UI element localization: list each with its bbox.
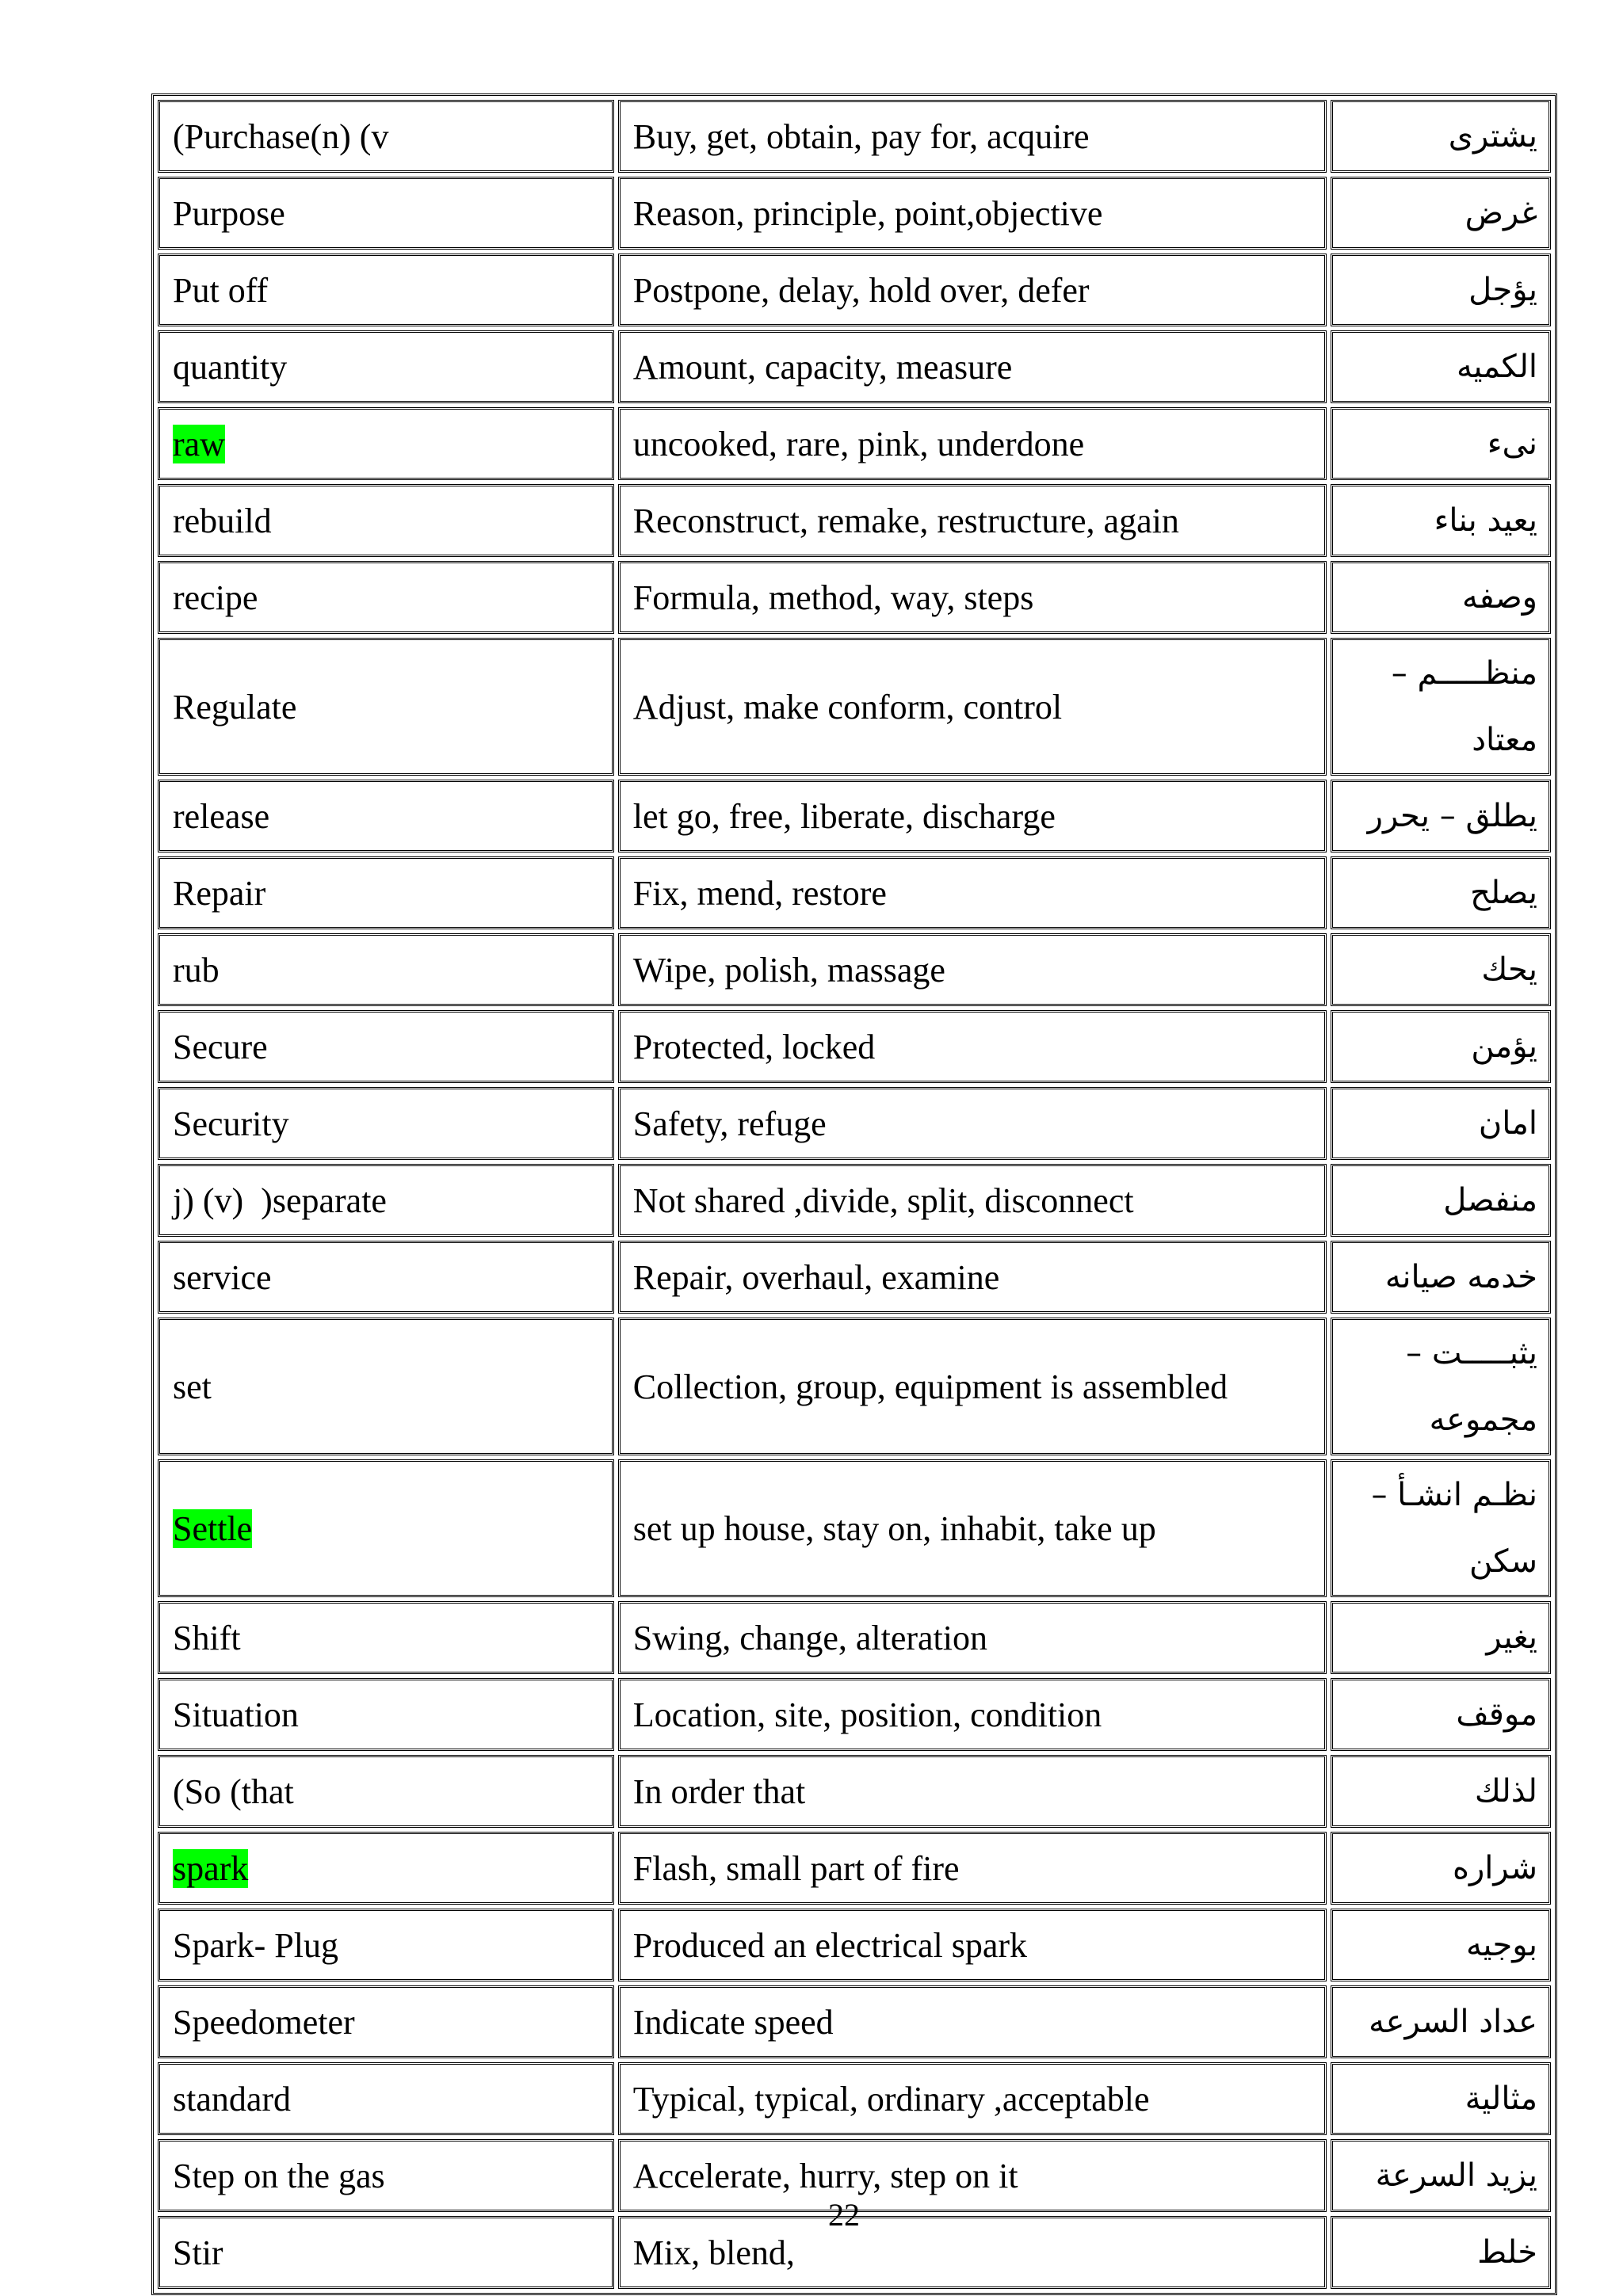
synonyms-text: set up house, stay on, inhabit, take up — [632, 1508, 1156, 1548]
highlighted-term: Settle — [173, 1508, 253, 1548]
term-cell — [158, 254, 614, 326]
synonyms-text: Fix, mend, restore — [632, 873, 887, 913]
synonyms-text: Adjust, make conform, control — [632, 687, 1063, 727]
synonyms-cell — [618, 1755, 1327, 1828]
term-cell — [158, 561, 614, 634]
arabic-translation-cell: خدمه صيانه — [1331, 1241, 1551, 1314]
synonyms-cell — [618, 100, 1327, 173]
synonyms-cell — [618, 933, 1327, 1006]
term-text: j) (v) )separate — [173, 1180, 387, 1220]
synonyms-cell — [618, 1087, 1327, 1160]
synonyms-text: Produced an electrical spark — [632, 1925, 1028, 1965]
arabic-translation-cell: مثالية — [1331, 2062, 1551, 2135]
table-row — [158, 1241, 1551, 1314]
term-text: release — [173, 796, 270, 836]
table-row — [158, 254, 1551, 326]
synonyms-cell — [618, 856, 1327, 929]
arabic-translation-cell: نىء — [1331, 407, 1551, 480]
term-text: rub — [173, 950, 220, 990]
term-text: Put off — [173, 270, 269, 310]
arabic-translation-cell: يزيد السرعة — [1331, 2139, 1551, 2212]
arabic-translation-cell: لذلك — [1331, 1755, 1551, 1828]
table-row — [158, 1755, 1551, 1828]
table-row — [158, 2062, 1551, 2135]
table-row — [158, 330, 1551, 403]
synonyms-text: Buy, get, obtain, pay for, acquire — [632, 116, 1090, 156]
arabic-translation-cell: الكميه — [1331, 330, 1551, 403]
synonyms-text: Mix, blend, — [632, 2233, 795, 2272]
synonyms-cell — [618, 1832, 1327, 1905]
term-cell — [158, 1678, 614, 1751]
synonyms-cell — [618, 2062, 1327, 2135]
synonyms-text: Flash, small part of fire — [632, 1848, 960, 1888]
synonyms-text: let go, free, liberate, discharge — [632, 796, 1056, 836]
term-cell — [158, 1164, 614, 1237]
synonyms-text: Typical, typical, ordinary ,acceptable — [632, 2079, 1150, 2119]
synonyms-text: Reason, principle, point,objective — [632, 193, 1103, 233]
synonyms-cell — [618, 561, 1327, 634]
vocabulary-table — [151, 93, 1557, 2295]
term-text: rebuild — [173, 501, 272, 540]
term-text: Speedometer — [173, 2002, 355, 2042]
table-row — [158, 1087, 1551, 1160]
synonyms-text: Amount, capacity, measure — [632, 347, 1013, 387]
arabic-translation-cell: وصفه — [1331, 561, 1551, 634]
synonyms-cell — [618, 1985, 1327, 2058]
arabic-translation-cell: عداد السرعه — [1331, 1985, 1551, 2058]
arabic-translation-cell: يعيد بناء — [1331, 484, 1551, 557]
term-text: service — [173, 1257, 272, 1297]
synonyms-cell — [618, 1678, 1327, 1751]
arabic-translation-cell: منفصل — [1331, 1164, 1551, 1237]
synonyms-cell — [618, 330, 1327, 403]
highlighted-term: raw — [173, 424, 225, 463]
term-cell — [158, 1459, 614, 1597]
term-cell — [158, 933, 614, 1006]
arabic-translation-cell: شراره — [1331, 1832, 1551, 1905]
arabic-translation-cell: يشترى — [1331, 100, 1551, 173]
synonyms-cell — [618, 1909, 1327, 1981]
arabic-translation-cell: موقف — [1331, 1678, 1551, 1751]
table-row — [158, 484, 1551, 557]
term-text: recipe — [173, 578, 258, 617]
synonyms-cell — [618, 1318, 1327, 1455]
term-cell — [158, 1909, 614, 1981]
table-row — [158, 177, 1551, 250]
term-text: quantity — [173, 347, 288, 387]
term-cell — [158, 1010, 614, 1083]
table-row — [158, 638, 1551, 776]
arabic-translation-cell: نظـم انشـأ – سكن — [1331, 1459, 1551, 1597]
synonyms-text: Location, site, position, condition — [632, 1695, 1102, 1734]
synonyms-text: Postpone, delay, hold over, defer — [632, 270, 1090, 310]
term-cell — [158, 1985, 614, 2058]
term-text: Regulate — [173, 687, 297, 727]
synonyms-cell — [618, 484, 1327, 557]
term-cell — [158, 856, 614, 929]
term-cell — [158, 484, 614, 557]
term-cell — [158, 100, 614, 173]
table-row — [158, 1010, 1551, 1083]
synonyms-cell — [618, 638, 1327, 776]
synonyms-cell — [618, 1601, 1327, 1674]
synonyms-text: Protected, locked — [632, 1027, 876, 1066]
term-text: (Purchase(n) (v — [173, 116, 389, 156]
table-row — [158, 561, 1551, 634]
arabic-translation-cell: بوجيه — [1331, 1909, 1551, 1981]
table-row — [158, 1164, 1551, 1237]
term-cell — [158, 1832, 614, 1905]
synonyms-text: Swing, change, alteration — [632, 1618, 987, 1657]
table-row — [158, 856, 1551, 929]
term-cell — [158, 177, 614, 250]
term-cell — [158, 407, 614, 480]
table-row — [158, 780, 1551, 852]
table-row — [158, 1909, 1551, 1981]
synonyms-cell — [618, 1241, 1327, 1314]
synonyms-text: Accelerate, hurry, step on it — [632, 2156, 1018, 2195]
synonyms-text: Safety, refuge — [632, 1104, 827, 1143]
table-row — [158, 1678, 1551, 1751]
term-text: Secure — [173, 1027, 268, 1066]
term-cell — [158, 1241, 614, 1314]
arabic-translation-cell: يحك — [1331, 933, 1551, 1006]
synonyms-cell — [618, 254, 1327, 326]
synonyms-text: Indicate speed — [632, 2002, 834, 2042]
term-text: Purpose — [173, 193, 285, 233]
arabic-translation-cell: يطلق – يحرر — [1331, 780, 1551, 852]
arabic-translation-cell: يؤجل — [1331, 254, 1551, 326]
arabic-translation-cell: يصلح — [1331, 856, 1551, 929]
term-cell — [158, 1755, 614, 1828]
table-row — [158, 1318, 1551, 1455]
arabic-translation-cell: يؤمن — [1331, 1010, 1551, 1083]
synonyms-text: Reconstruct, remake, restructure, again — [632, 501, 1179, 540]
term-text: Situation — [173, 1695, 299, 1734]
synonyms-text: Repair, overhaul, examine — [632, 1257, 1000, 1297]
synonyms-text: In order that — [632, 1772, 806, 1811]
table-row — [158, 933, 1551, 1006]
arabic-translation-cell: غرض — [1331, 177, 1551, 250]
vocabulary-table-body — [158, 100, 1551, 2289]
synonyms-cell — [618, 780, 1327, 852]
term-cell — [158, 1087, 614, 1160]
arabic-translation-cell: يغير — [1331, 1601, 1551, 1674]
term-cell — [158, 638, 614, 776]
term-text: Step on the gas — [173, 2156, 385, 2195]
table-row — [158, 100, 1551, 173]
synonyms-cell — [618, 177, 1327, 250]
term-text: Stir — [173, 2233, 223, 2272]
synonyms-text: Wipe, polish, massage — [632, 950, 945, 990]
synonyms-cell — [618, 1164, 1327, 1237]
synonyms-cell — [618, 1010, 1327, 1083]
table-row — [158, 1985, 1551, 2058]
term-cell — [158, 1318, 614, 1455]
term-text: Spark- Plug — [173, 1925, 338, 1965]
table-row — [158, 407, 1551, 480]
synonyms-text: Collection, group, equipment is assembled — [632, 1367, 1228, 1406]
term-text: set — [173, 1367, 212, 1406]
arabic-translation-cell: منظـــــم – معتاد — [1331, 638, 1551, 776]
synonyms-cell — [618, 1459, 1327, 1597]
arabic-translation-cell: خلط — [1331, 2216, 1551, 2289]
highlighted-term: spark — [173, 1848, 249, 1888]
arabic-translation-cell: يثبـــــت – مجموعه — [1331, 1318, 1551, 1455]
arabic-translation-cell: امان — [1331, 1087, 1551, 1160]
synonyms-cell — [618, 407, 1327, 480]
term-cell — [158, 1601, 614, 1674]
term-text: standard — [173, 2079, 292, 2119]
term-cell — [158, 330, 614, 403]
term-text: (So (that — [173, 1772, 294, 1811]
synonyms-text: Not shared ,divide, split, disconnect — [632, 1180, 1134, 1220]
term-cell — [158, 2062, 614, 2135]
table-row — [158, 1459, 1551, 1597]
term-text: Security — [173, 1104, 289, 1143]
term-text: Shift — [173, 1618, 241, 1657]
table-row — [158, 1832, 1551, 1905]
table-row — [158, 1601, 1551, 1674]
page-number: 22 — [828, 2197, 860, 2233]
synonyms-text: Formula, method, way, steps — [632, 578, 1034, 617]
term-text: Repair — [173, 873, 266, 913]
term-cell — [158, 780, 614, 852]
synonyms-text: uncooked, rare, pink, underdone — [632, 424, 1085, 463]
